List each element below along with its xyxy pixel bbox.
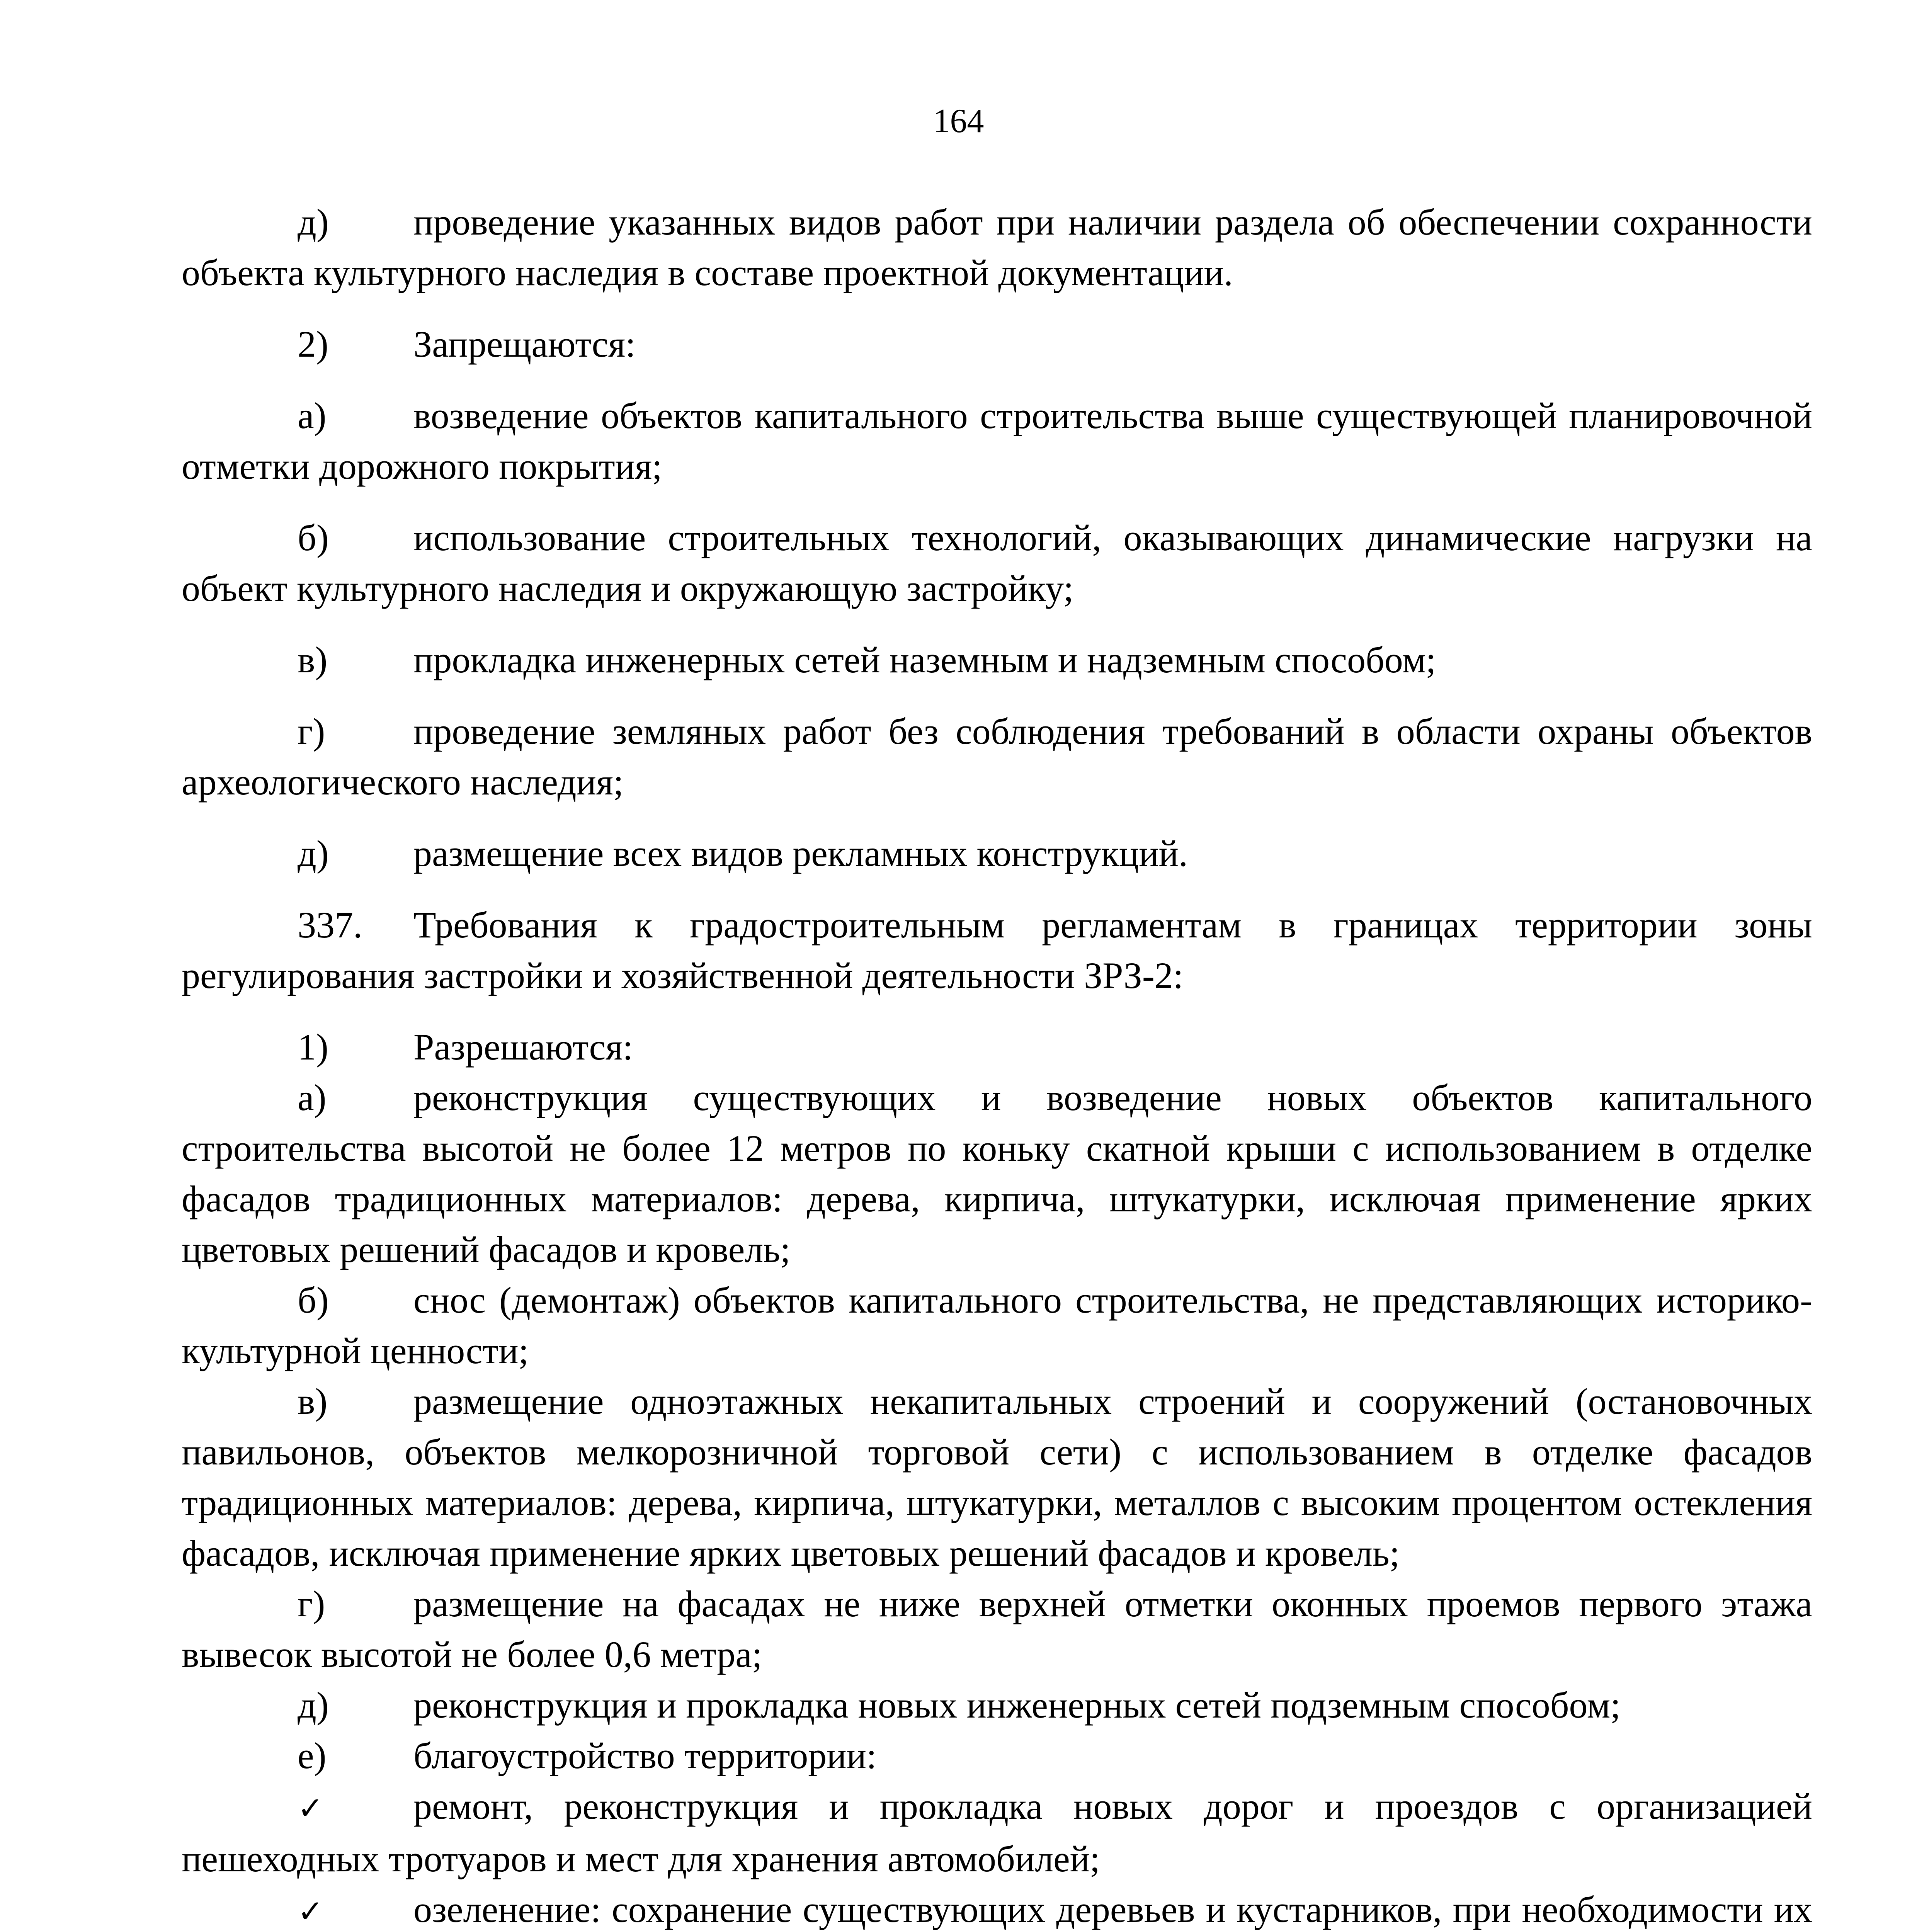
list-marker: 2) bbox=[298, 323, 328, 365]
list-marker: 337. bbox=[298, 904, 362, 946]
paragraph-text: Требования к градостроительным регламентам в границах территории зоны регулирования застройки и хозяйственной деятельности ЗРЗ-2: bbox=[182, 904, 1812, 996]
list-marker: д) bbox=[298, 833, 329, 874]
paragraph bbox=[182, 634, 1812, 685]
paragraph-text: размещение на фасадах не ниже верхней отметки оконных проемов первого этажа вывесок высотой не более 0,6 метра; bbox=[182, 1583, 1812, 1675]
paragraph-text: прокладка инженерных сетей наземным и надземным способом; bbox=[413, 639, 1436, 680]
paragraph bbox=[182, 1022, 1812, 1072]
list-marker: д) bbox=[298, 201, 329, 243]
list-marker: в) bbox=[298, 639, 328, 680]
paragraph bbox=[182, 319, 1812, 369]
paragraph-text: Разрешаются: bbox=[413, 1026, 633, 1068]
paragraph-text: озеленение: сохранение существующих деревьев и кустарников, при необходимости их bbox=[413, 1889, 1812, 1930]
paragraph bbox=[182, 706, 1812, 807]
paragraph bbox=[182, 828, 1812, 879]
paragraph bbox=[182, 1376, 1812, 1578]
list-marker: а) bbox=[298, 1077, 327, 1118]
page-number: 164 bbox=[933, 102, 984, 140]
list-marker: б) bbox=[298, 517, 329, 558]
bullet-item bbox=[182, 1781, 1812, 1884]
paragraph-text: реконструкция и прокладка новых инженерных сетей подземным способом; bbox=[413, 1684, 1621, 1726]
list-marker: д) bbox=[298, 1684, 329, 1726]
bullet-item bbox=[182, 1884, 1812, 1932]
paragraph-text: снос (демонтаж) объектов капитального строительства, не представляющих историко-культурной ценности; bbox=[182, 1279, 1812, 1371]
list-marker: 1) bbox=[298, 1026, 328, 1068]
paragraph bbox=[182, 1072, 1812, 1275]
paragraph-text: размещение всех видов рекламных конструкций. bbox=[413, 833, 1188, 874]
paragraph-text: использование строительных технологий, оказывающих динамические нагрузки на объект культурного наследия и окружающую застройку; bbox=[182, 517, 1812, 609]
paragraph-text: возведение объектов капитального строительства выше существующей планировочной отметки дорожного покрытия; bbox=[182, 395, 1812, 487]
paragraph-text: Запрещаются: bbox=[413, 323, 636, 365]
paragraph bbox=[182, 390, 1812, 492]
paragraph-text: реконструкция существующих и возведение новых объектов капитального строительства высотой не более 12 метров по коньку скатной крыши с использованием в отделке фасадов традиционных материалов: дерева, кирпича, штукатурки, исключая применение ярких цветовых решений фасадов и кровель; bbox=[182, 1077, 1812, 1270]
paragraph bbox=[182, 512, 1812, 614]
paragraph-text: благоустройство территории: bbox=[413, 1735, 877, 1776]
list-marker: а) bbox=[298, 395, 327, 436]
paragraph-text: проведение земляных работ без соблюдения требований в области охраны объектов археологического наследия; bbox=[182, 711, 1812, 803]
check-icon: ✓ bbox=[298, 1893, 324, 1929]
paragraph bbox=[182, 1680, 1812, 1730]
list-marker: г) bbox=[298, 711, 325, 752]
check-icon: ✓ bbox=[298, 1790, 324, 1826]
document-body bbox=[182, 176, 1812, 1932]
paragraph bbox=[182, 1275, 1812, 1376]
list-marker: в) bbox=[298, 1381, 328, 1422]
paragraph bbox=[182, 197, 1812, 298]
paragraph bbox=[182, 900, 1812, 1001]
paragraph-text: проведение указанных видов работ при наличии раздела об обеспечении сохранности объекта культурного наследия в составе проектной документации. bbox=[182, 201, 1812, 293]
paragraph-text: ремонт, реконструкция и прокладка новых дорог и проездов с организацией пешеходных тротуаров и мест для хранения автомобилей; bbox=[182, 1786, 1812, 1879]
paragraph bbox=[182, 1578, 1812, 1680]
paragraph bbox=[182, 1730, 1812, 1781]
paragraph-text: размещение одноэтажных некапитальных строений и сооружений (остановочных павильонов, объектов мелкорозничной торговой сети) с использованием в отделке фасадов традиционных материалов: дерева, кирпича, штукатурки, металлов с высоким процентом остекления фасадов, исключая применение ярких цветовых решений фасадов и кровель; bbox=[182, 1381, 1812, 1574]
list-marker: б) bbox=[298, 1279, 329, 1321]
list-marker: е) bbox=[298, 1735, 327, 1776]
list-marker: г) bbox=[298, 1583, 325, 1624]
